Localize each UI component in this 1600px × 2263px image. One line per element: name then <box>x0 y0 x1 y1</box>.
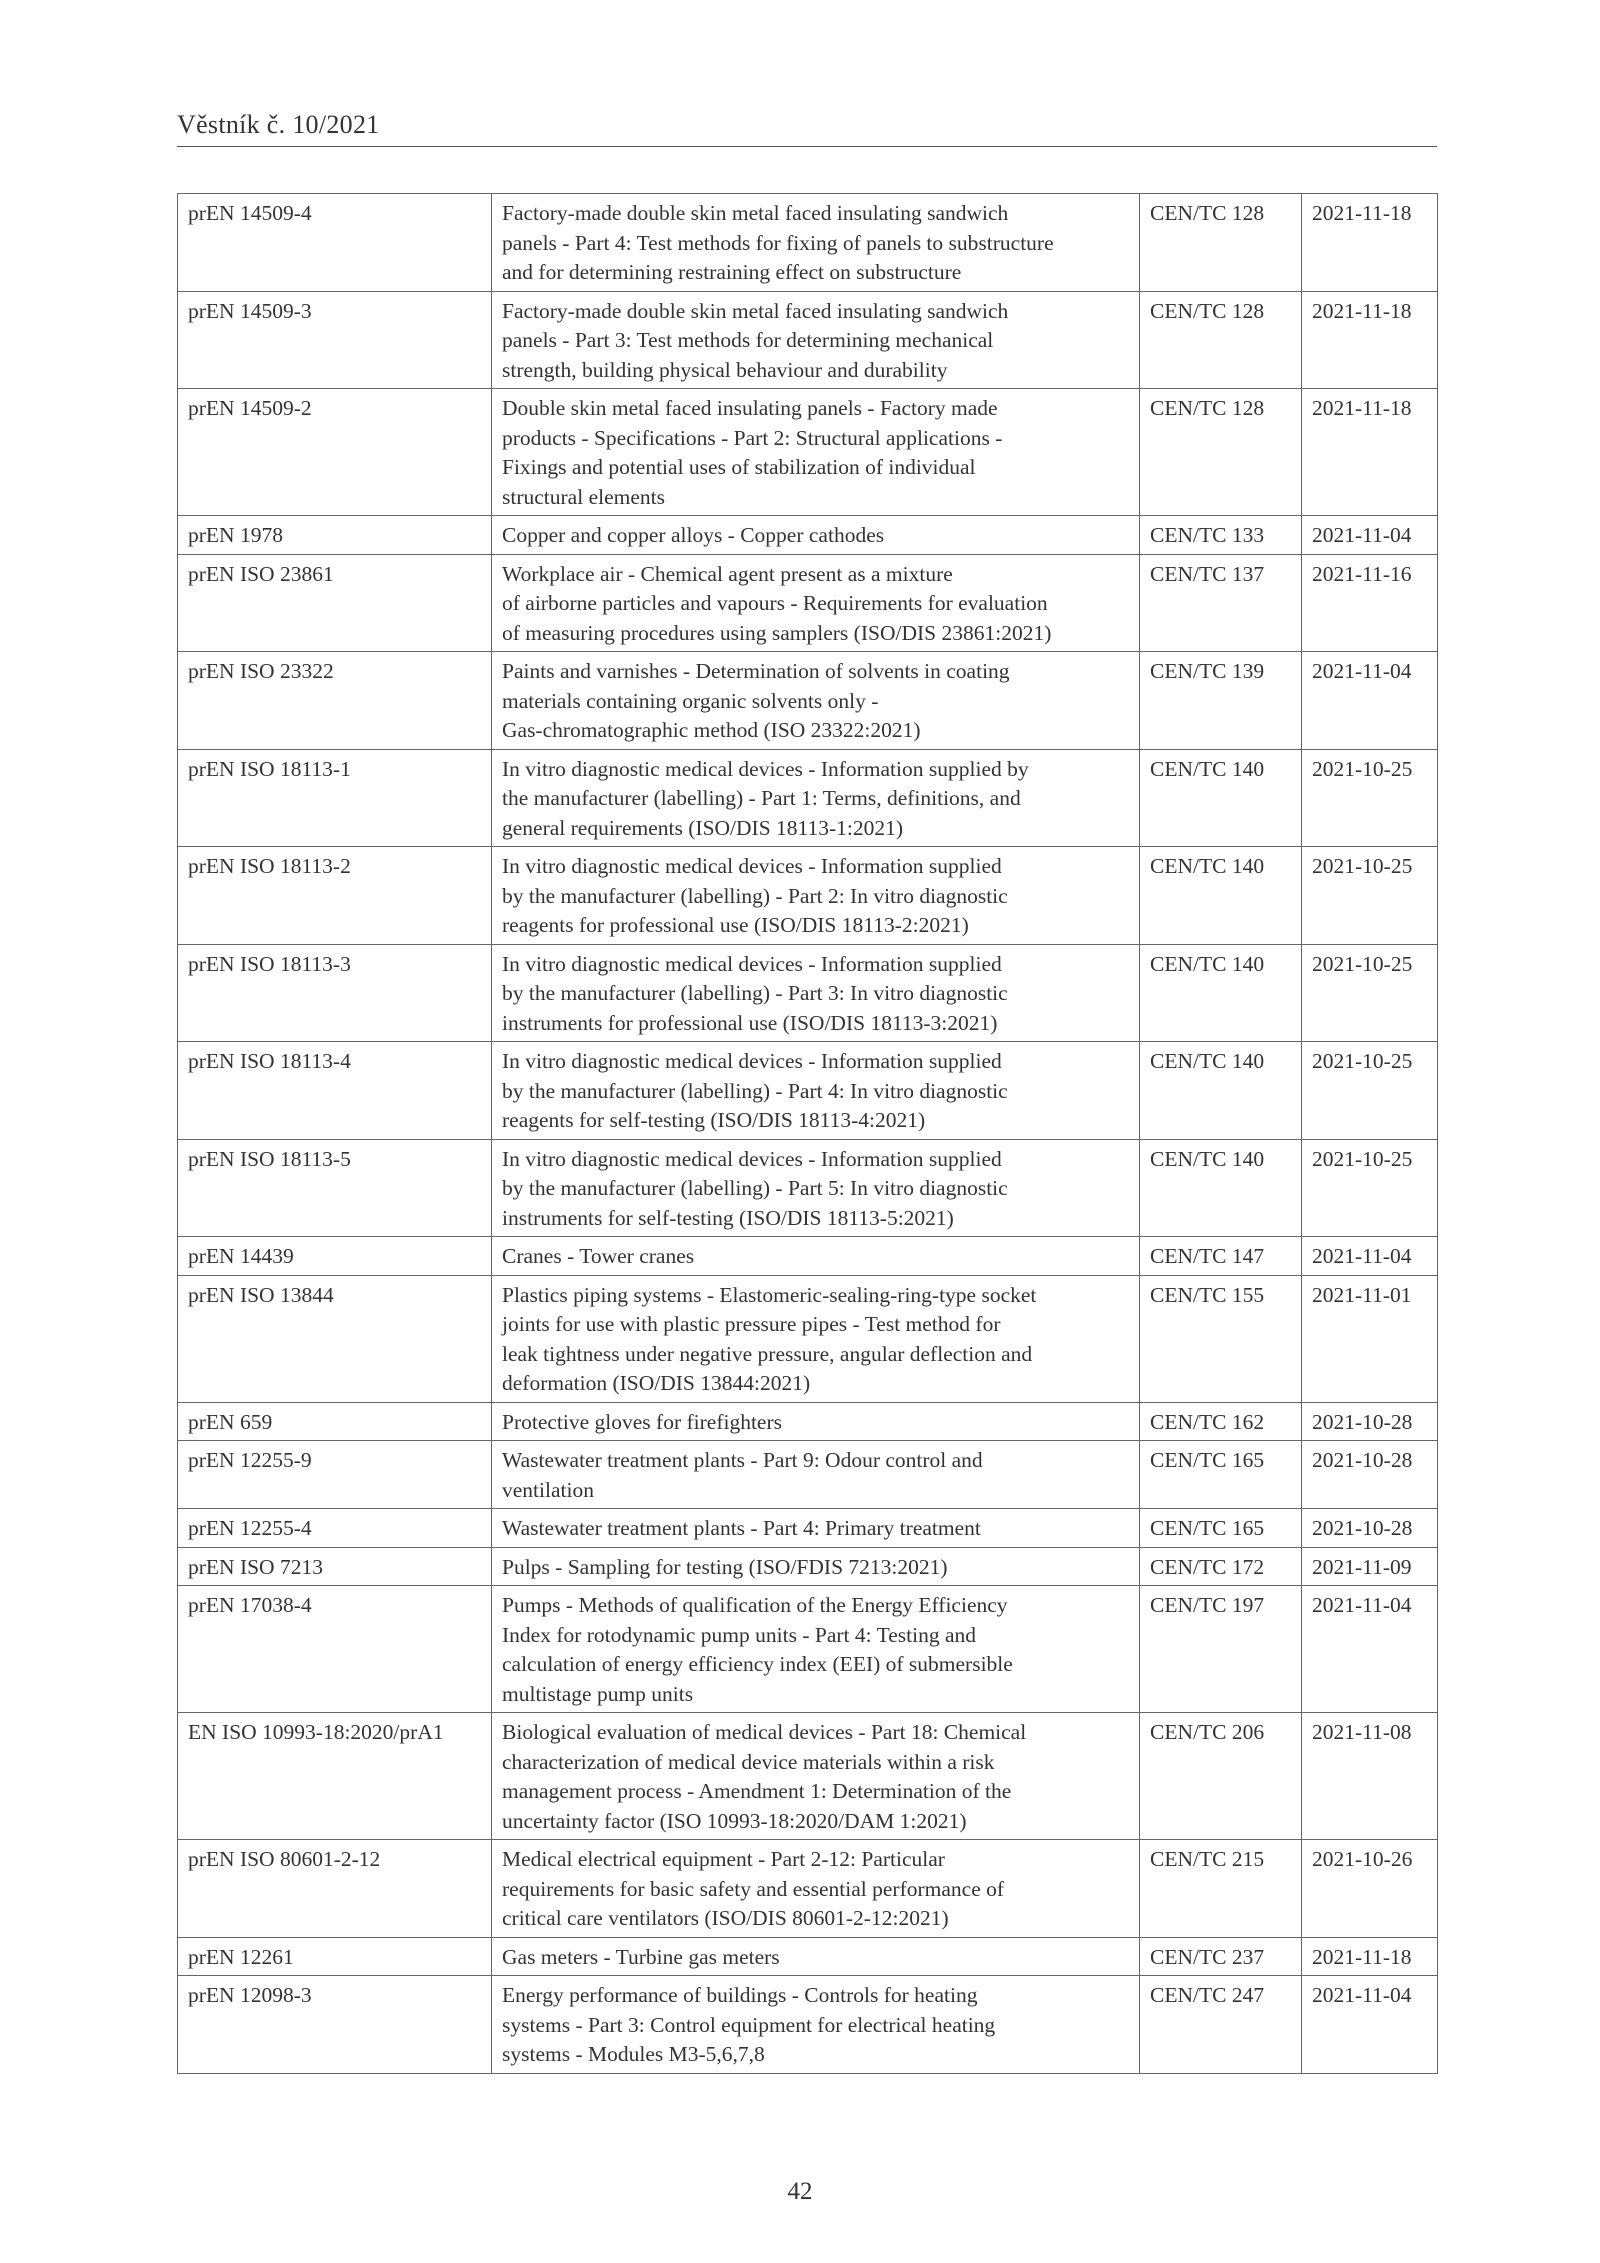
technical-committee-cell: CEN/TC 165 <box>1140 1509 1302 1548</box>
standard-code-cell: prEN ISO 13844 <box>178 1275 492 1402</box>
technical-committee-cell: CEN/TC 140 <box>1140 944 1302 1042</box>
deadline-date-cell: 2021-11-09 <box>1302 1547 1438 1586</box>
page-header <box>177 110 1437 147</box>
standard-title-cell: In vitro diagnostic medical devices - Information supplied by the manufacturer (labelling) - Part 1: Terms, definitions, and general requirements (ISO/DIS 18113-1:2021) <box>492 749 1140 847</box>
standard-title-cell: In vitro diagnostic medical devices - Information supplied by the manufacturer (labelling) - Part 2: In vitro diagnostic reagents for professional use (ISO/DIS 18113-2:2021) <box>492 847 1140 945</box>
table-row <box>178 749 1438 847</box>
standard-code-cell: prEN 17038-4 <box>178 1586 492 1713</box>
deadline-date-cell: 2021-11-18 <box>1302 1937 1438 1976</box>
deadline-date-cell: 2021-11-04 <box>1302 1237 1438 1276</box>
standard-code-cell: prEN ISO 18113-1 <box>178 749 492 847</box>
table-row <box>178 847 1438 945</box>
deadline-date-cell: 2021-11-18 <box>1302 194 1438 292</box>
journal-title: Věstník č. 10/2021 <box>177 110 380 139</box>
table-row <box>178 652 1438 750</box>
standard-code-cell: prEN 12098-3 <box>178 1976 492 2074</box>
table-row <box>178 516 1438 555</box>
standard-title-cell: Paints and varnishes - Determination of solvents in coating materials containing organic solvents only - Gas-chromatographic method (ISO 23322:2021) <box>492 652 1140 750</box>
table-row <box>178 1402 1438 1441</box>
deadline-date-cell: 2021-11-18 <box>1302 389 1438 516</box>
standard-title-cell: Wastewater treatment plants - Part 9: Odour control and ventilation <box>492 1441 1140 1509</box>
technical-committee-cell: CEN/TC 137 <box>1140 554 1302 652</box>
table-row <box>178 1976 1438 2074</box>
deadline-date-cell: 2021-10-25 <box>1302 1139 1438 1237</box>
standard-title-cell: Wastewater treatment plants - Part 4: Primary treatment <box>492 1509 1140 1548</box>
standard-code-cell: prEN 14509-3 <box>178 291 492 389</box>
standard-code-cell: prEN ISO 23861 <box>178 554 492 652</box>
standard-code-cell: prEN 14509-2 <box>178 389 492 516</box>
technical-committee-cell: CEN/TC 128 <box>1140 194 1302 292</box>
deadline-date-cell: 2021-11-04 <box>1302 1586 1438 1713</box>
standard-code-cell: EN ISO 10993-18:2020/prA1 <box>178 1713 492 1840</box>
technical-committee-cell: CEN/TC 133 <box>1140 516 1302 555</box>
standard-code-cell: prEN ISO 80601-2-12 <box>178 1840 492 1938</box>
table-row <box>178 1713 1438 1840</box>
standard-code-cell: prEN ISO 7213 <box>178 1547 492 1586</box>
standard-title-cell: Pulps - Sampling for testing (ISO/FDIS 7213:2021) <box>492 1547 1140 1586</box>
standard-title-cell: Cranes - Tower cranes <box>492 1237 1140 1276</box>
page-number: 42 <box>787 2178 813 2205</box>
technical-committee-cell: CEN/TC 140 <box>1140 847 1302 945</box>
standard-code-cell: prEN ISO 18113-3 <box>178 944 492 1042</box>
technical-committee-cell: CEN/TC 247 <box>1140 1976 1302 2074</box>
table-row <box>178 554 1438 652</box>
table-row <box>178 1937 1438 1976</box>
standard-title-cell: Factory-made double skin metal faced insulating sandwich panels - Part 3: Test methods for determining mechanical strength, building physical behaviour and durability <box>492 291 1140 389</box>
table-row <box>178 1237 1438 1276</box>
table-row <box>178 1509 1438 1548</box>
table-row <box>178 291 1438 389</box>
standard-code-cell: prEN 12255-4 <box>178 1509 492 1548</box>
deadline-date-cell: 2021-10-25 <box>1302 847 1438 945</box>
technical-committee-cell: CEN/TC 172 <box>1140 1547 1302 1586</box>
table-row <box>178 1441 1438 1509</box>
standard-code-cell: prEN ISO 18113-5 <box>178 1139 492 1237</box>
standard-title-cell: Factory-made double skin metal faced insulating sandwich panels - Part 4: Test methods for fixing of panels to substructure and for determining restraining effect on substructure <box>492 194 1140 292</box>
standard-title-cell: In vitro diagnostic medical devices - Information supplied by the manufacturer (labelling) - Part 4: In vitro diagnostic reagents for self-testing (ISO/DIS 18113-4:2021) <box>492 1042 1140 1140</box>
deadline-date-cell: 2021-11-04 <box>1302 1976 1438 2074</box>
standard-code-cell: prEN 14509-4 <box>178 194 492 292</box>
technical-committee-cell: CEN/TC 215 <box>1140 1840 1302 1938</box>
standard-title-cell: Workplace air - Chemical agent present as a mixture of airborne particles and vapours - Requirements for evaluation of measuring procedures using samplers (ISO/DIS 23861:2021) <box>492 554 1140 652</box>
technical-committee-cell: CEN/TC 128 <box>1140 291 1302 389</box>
standard-code-cell: prEN 12255-9 <box>178 1441 492 1509</box>
standard-code-cell: prEN 12261 <box>178 1937 492 1976</box>
technical-committee-cell: CEN/TC 162 <box>1140 1402 1302 1441</box>
table-row <box>178 194 1438 292</box>
standard-title-cell: Pumps - Methods of qualification of the Energy Efficiency Index for rotodynamic pump units - Part 4: Testing and calculation of energy efficiency index (EEI) of submersible multistage pump units <box>492 1586 1140 1713</box>
standards-table <box>177 193 1438 2074</box>
deadline-date-cell: 2021-10-25 <box>1302 1042 1438 1140</box>
technical-committee-cell: CEN/TC 197 <box>1140 1586 1302 1713</box>
standard-title-cell: In vitro diagnostic medical devices - Information supplied by the manufacturer (labelling) - Part 3: In vitro diagnostic instruments for professional use (ISO/DIS 18113-3:2021) <box>492 944 1140 1042</box>
standard-title-cell: In vitro diagnostic medical devices - Information supplied by the manufacturer (labelling) - Part 5: In vitro diagnostic instruments for self-testing (ISO/DIS 18113-5:2021) <box>492 1139 1140 1237</box>
standard-code-cell: prEN 14439 <box>178 1237 492 1276</box>
technical-committee-cell: CEN/TC 139 <box>1140 652 1302 750</box>
deadline-date-cell: 2021-10-25 <box>1302 749 1438 847</box>
technical-committee-cell: CEN/TC 140 <box>1140 1042 1302 1140</box>
deadline-date-cell: 2021-11-04 <box>1302 516 1438 555</box>
technical-committee-cell: CEN/TC 140 <box>1140 749 1302 847</box>
standard-title-cell: Energy performance of buildings - Controls for heating systems - Part 3: Control equipment for electrical heating systems - Modules M3-5,6,7,8 <box>492 1976 1140 2074</box>
table-row <box>178 1275 1438 1402</box>
deadline-date-cell: 2021-10-25 <box>1302 944 1438 1042</box>
deadline-date-cell: 2021-10-28 <box>1302 1509 1438 1548</box>
standards-table-body <box>178 194 1438 2074</box>
deadline-date-cell: 2021-11-01 <box>1302 1275 1438 1402</box>
deadline-date-cell: 2021-11-08 <box>1302 1713 1438 1840</box>
table-row <box>178 1840 1438 1938</box>
standard-code-cell: prEN 1978 <box>178 516 492 555</box>
table-row <box>178 389 1438 516</box>
standard-code-cell: prEN ISO 18113-2 <box>178 847 492 945</box>
deadline-date-cell: 2021-10-28 <box>1302 1441 1438 1509</box>
standard-title-cell: Double skin metal faced insulating panels - Factory made products - Specifications - Part 2: Structural applications - Fixings and potential uses of stabilization of individual structural elements <box>492 389 1140 516</box>
standard-code-cell: prEN ISO 18113-4 <box>178 1042 492 1140</box>
deadline-date-cell: 2021-11-16 <box>1302 554 1438 652</box>
table-row <box>178 1139 1438 1237</box>
table-row <box>178 944 1438 1042</box>
standard-title-cell: Protective gloves for firefighters <box>492 1402 1140 1441</box>
technical-committee-cell: CEN/TC 237 <box>1140 1937 1302 1976</box>
standard-code-cell: prEN ISO 23322 <box>178 652 492 750</box>
deadline-date-cell: 2021-11-04 <box>1302 652 1438 750</box>
technical-committee-cell: CEN/TC 206 <box>1140 1713 1302 1840</box>
table-row <box>178 1042 1438 1140</box>
standard-title-cell: Plastics piping systems - Elastomeric-sealing-ring-type socket joints for use with plastic pressure pipes - Test method for leak tightness under negative pressure, angular deflection and deformation (ISO/DIS 13844:2021) <box>492 1275 1140 1402</box>
table-row <box>178 1547 1438 1586</box>
standard-title-cell: Gas meters - Turbine gas meters <box>492 1937 1140 1976</box>
deadline-date-cell: 2021-10-28 <box>1302 1402 1438 1441</box>
deadline-date-cell: 2021-11-18 <box>1302 291 1438 389</box>
standard-title-cell: Copper and copper alloys - Copper cathodes <box>492 516 1140 555</box>
technical-committee-cell: CEN/TC 155 <box>1140 1275 1302 1402</box>
standard-code-cell: prEN 659 <box>178 1402 492 1441</box>
technical-committee-cell: CEN/TC 147 <box>1140 1237 1302 1276</box>
deadline-date-cell: 2021-10-26 <box>1302 1840 1438 1938</box>
standard-title-cell: Medical electrical equipment - Part 2-12: Particular requirements for basic safety and essential performance of critical care ventilators (ISO/DIS 80601-2-12:2021) <box>492 1840 1140 1938</box>
technical-committee-cell: CEN/TC 165 <box>1140 1441 1302 1509</box>
technical-committee-cell: CEN/TC 140 <box>1140 1139 1302 1237</box>
standard-title-cell: Biological evaluation of medical devices - Part 18: Chemical characterization of medical device materials within a risk management process - Amendment 1: Determination of the uncertainty factor (ISO 10993-18:2020/DAM 1:2021) <box>492 1713 1140 1840</box>
table-row <box>178 1586 1438 1713</box>
technical-committee-cell: CEN/TC 128 <box>1140 389 1302 516</box>
